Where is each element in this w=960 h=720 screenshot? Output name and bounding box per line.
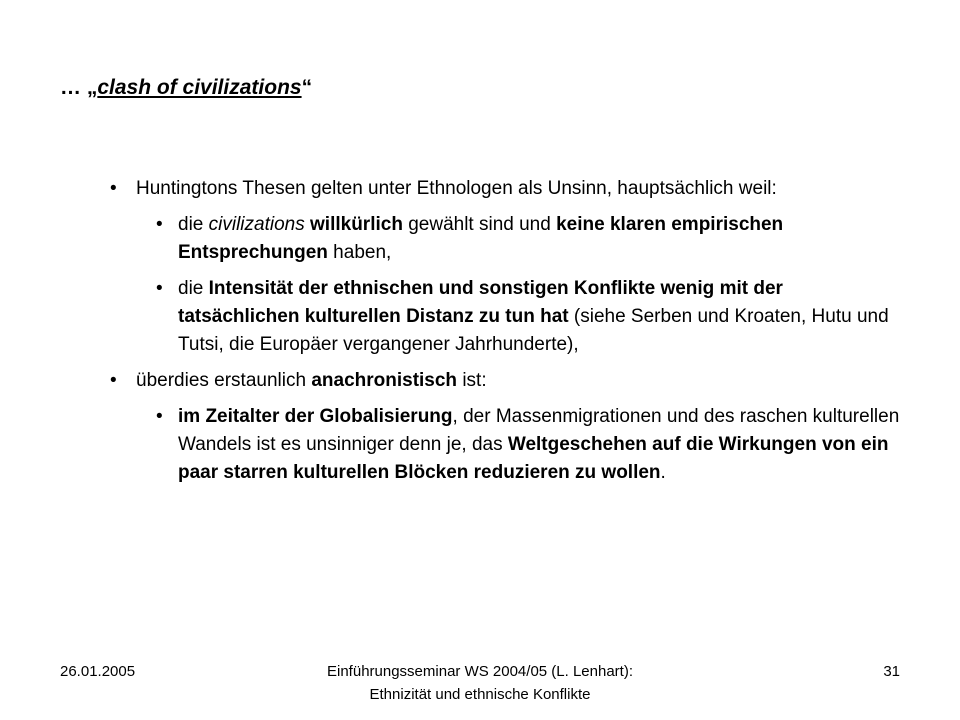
bullet-text-segment: die <box>178 214 209 235</box>
bullet-item <box>110 175 910 203</box>
bullet-item <box>156 275 906 359</box>
footer-course-line: Einführungsseminar WS 2004/05 (L. Lenhart): <box>327 663 633 680</box>
bullet-text-segment: . <box>660 462 666 483</box>
bullet-text-segment: im Zeitalter der Globalisierung <box>178 406 453 427</box>
bullet-text-segment: anachronistisch <box>311 370 458 391</box>
bullet-text-segment: civilizations <box>208 214 305 235</box>
slide-title-suffix: “ <box>301 76 313 99</box>
bullet-marker: • <box>110 370 117 391</box>
slide-title <box>60 72 312 104</box>
bullet-text-segment: (siehe Serben und Kroaten, Hutu und Tutsi, die Europäer vergangener Jahrhunderte), <box>178 306 889 355</box>
bullet-text-segment: willkürlich <box>310 214 403 235</box>
footer-date: 26.01.2005 <box>60 663 136 680</box>
bullet-marker: • <box>156 278 163 299</box>
bullet-text-segment: keine klaren empirischen Entsprechungen <box>178 214 784 263</box>
bullet-text-segment: haben, <box>327 242 392 263</box>
bullet-text-segment: ist: <box>457 370 487 391</box>
bullet-text-segment: die <box>178 278 209 299</box>
bullet-text-segment: gewählt sind und <box>402 214 557 235</box>
bullet-text-segment: , der Massenmigrationen und des raschen kulturellen Wandels ist es unsinniger denn je, das <box>178 406 900 455</box>
bullet-marker: • <box>156 406 163 427</box>
footer-topic-line: Ethnizität und ethnische Konflikte <box>369 686 591 703</box>
bullet-text-segment: Weltgeschehen auf die Wirkungen von ein paar starren kulturellen Blöcken reduzieren zu wollen <box>178 434 889 483</box>
bullet-item <box>156 211 906 267</box>
bullet-text-segment: überdies erstaunlich <box>136 370 312 391</box>
footer-center <box>250 660 710 706</box>
bullet-item <box>110 367 910 395</box>
bullet-list <box>110 175 910 495</box>
bullet-item <box>156 403 906 487</box>
slide-title-emphasis: clash of civilizations <box>97 76 302 99</box>
bullet-text-segment: Intensität der ethnischen und sonstigen Konflikte wenig mit der tatsächlichen kulturellen Distanz zu tun hat <box>178 278 783 327</box>
slide-title-prefix: … „ <box>60 76 98 99</box>
bullet-text-segment: Huntingtons Thesen gelten unter Ethnologen als Unsinn, hauptsächlich weil: <box>136 178 777 199</box>
page-number: 31 <box>883 663 900 680</box>
bullet-marker: • <box>156 214 163 235</box>
bullet-marker: • <box>110 178 117 199</box>
